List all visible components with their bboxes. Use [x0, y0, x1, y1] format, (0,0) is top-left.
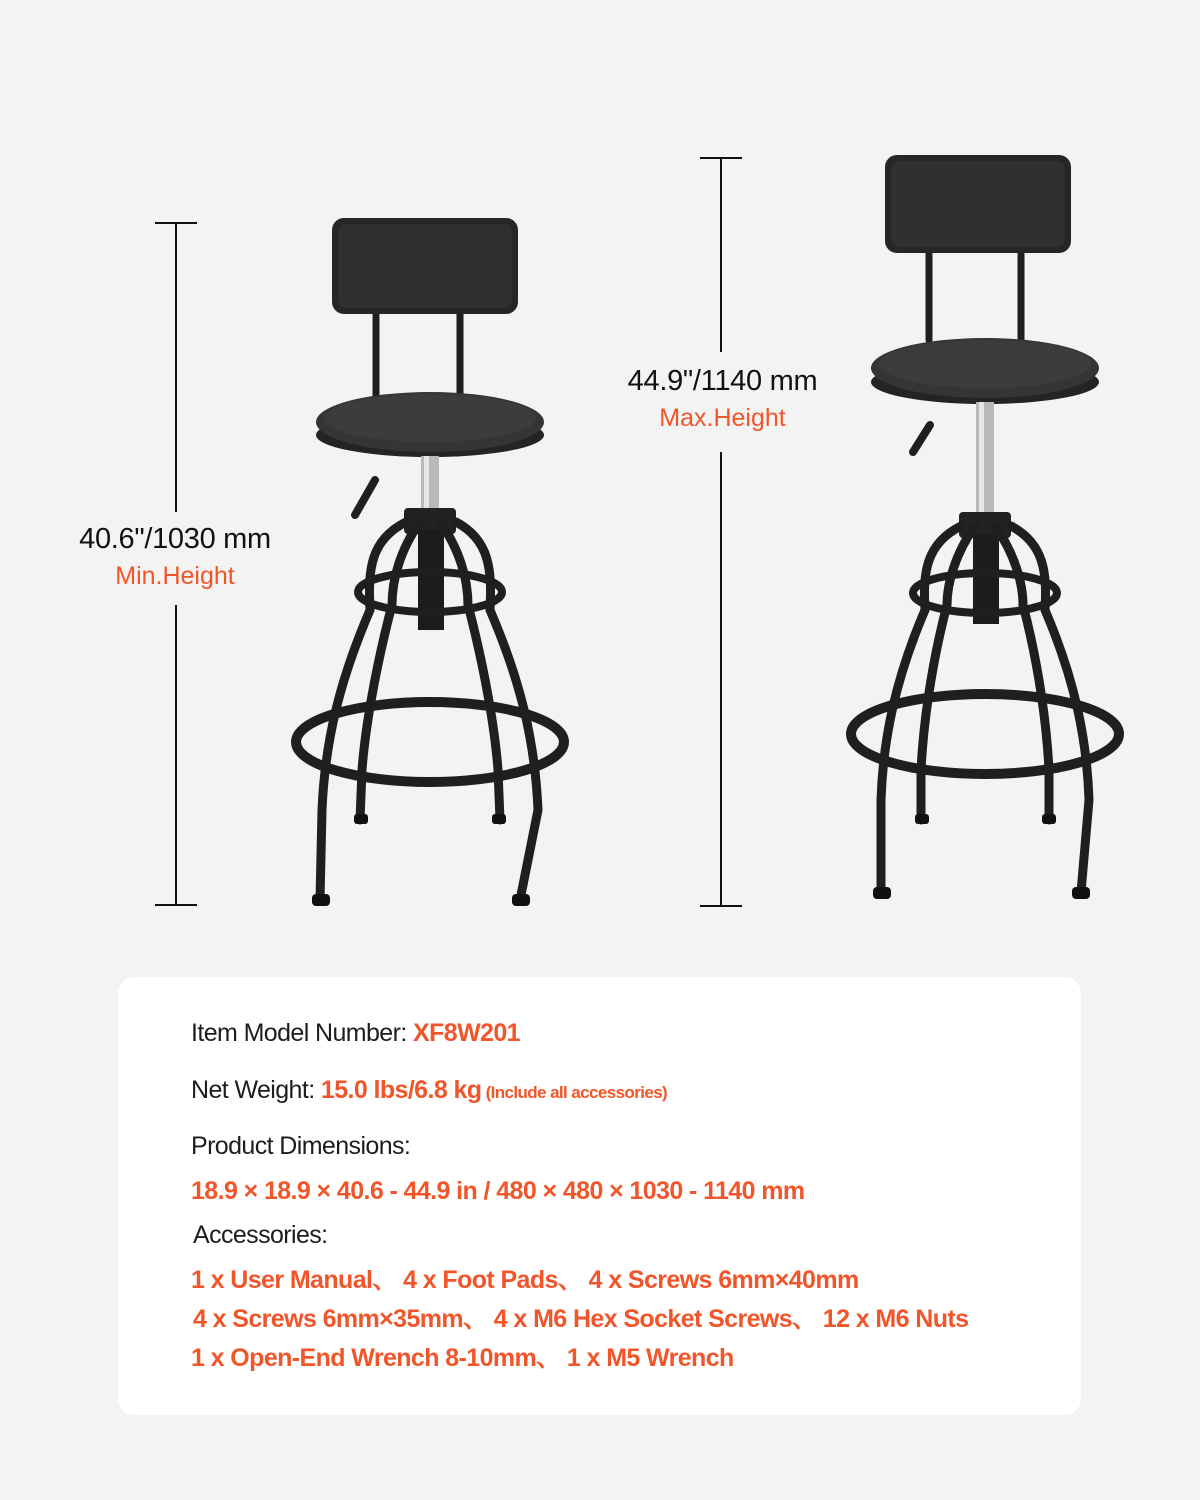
- stool-min-height-image: [280, 210, 590, 915]
- min-height-caption: Min.Height: [115, 562, 235, 590]
- accessories-line-1: 1 x User Manual、 4 x Foot Pads、 4 x Screws 6mm×40mm: [191, 1266, 859, 1294]
- max-height-bottom-tick: [700, 905, 742, 907]
- product-dimensions-value: 18.9 × 18.9 × 40.6 - 44.9 in / 480 × 480 × 1030 - 1140 mm: [191, 1177, 805, 1205]
- min-height-line-lower: [175, 605, 177, 905]
- product-dimensions-label: Product Dimensions:: [191, 1132, 411, 1160]
- product-dimensions-value-row: [191, 1177, 805, 1206]
- spec-card: [118, 977, 1081, 1415]
- min-height-bottom-tick: [155, 904, 197, 906]
- net-weight-note: (Include all accessories): [481, 1083, 668, 1102]
- min-height-value: 40.6"/1030 mm: [79, 523, 271, 555]
- model-number-row: [191, 1019, 520, 1048]
- max-height-line-lower: [720, 452, 722, 906]
- stool-max-height-image: [835, 150, 1155, 915]
- net-weight-row: [191, 1076, 667, 1105]
- max-height-line-upper: [720, 157, 722, 352]
- model-number-label: Item Model Number:: [191, 1019, 414, 1047]
- max-height-caption: Max.Height: [659, 404, 786, 432]
- product-dimensions-row: [191, 1132, 410, 1161]
- accessories-line-2: 4 x Screws 6mm×35mm、 4 x M6 Hex Socket Screws、 12 x M6 Nuts: [193, 1305, 969, 1333]
- accessories-label: Accessories:: [193, 1221, 328, 1249]
- min-height-line-upper: [175, 222, 177, 512]
- min-height-label: [40, 523, 310, 591]
- accessories-row: [193, 1221, 328, 1250]
- max-height-label: [585, 365, 860, 433]
- net-weight-label: Net Weight:: [191, 1076, 321, 1104]
- accessories-line-3: 1 x Open-End Wrench 8-10mm、 1 x M5 Wrench: [191, 1344, 734, 1372]
- max-height-value: 44.9"/1140 mm: [627, 365, 818, 397]
- model-number-value: XF8W201: [413, 1019, 520, 1047]
- net-weight-value: 15.0 lbs/6.8 kg: [320, 1076, 482, 1104]
